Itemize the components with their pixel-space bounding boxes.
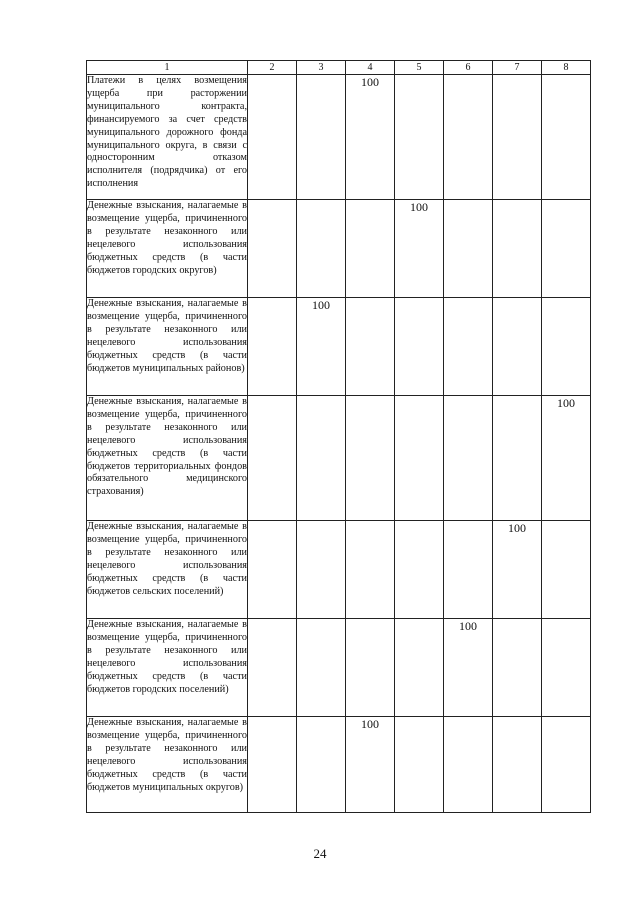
row-value-col-2 bbox=[248, 619, 297, 717]
row-value-col-4: 100 bbox=[346, 717, 395, 813]
row-value-col-3 bbox=[297, 200, 346, 298]
column-header-4: 4 bbox=[346, 61, 395, 75]
row-value-col-8 bbox=[542, 75, 591, 200]
row-value-col-6 bbox=[444, 396, 493, 521]
table-row bbox=[87, 396, 591, 521]
row-value-col-3 bbox=[297, 521, 346, 619]
row-description: Платежи в целях возмещения ущерба при расторжении муниципального контракта, финансируемого за счет средств муниципального дорожного фонда муниципального округа, в связи с односторонним отказом исполнителя (подрядчика) от его исполнения bbox=[87, 75, 248, 200]
table-row bbox=[87, 521, 591, 619]
distribution-table bbox=[86, 60, 591, 813]
row-value-col-8 bbox=[542, 521, 591, 619]
table-row bbox=[87, 75, 591, 200]
row-value-col-8 bbox=[542, 200, 591, 298]
row-value-col-3 bbox=[297, 619, 346, 717]
row-value-col-5 bbox=[395, 521, 444, 619]
column-header-7: 7 bbox=[493, 61, 542, 75]
row-value-col-7 bbox=[493, 298, 542, 396]
row-value-col-6 bbox=[444, 200, 493, 298]
page-number: 24 bbox=[313, 846, 327, 861]
row-value-col-8 bbox=[542, 717, 591, 813]
row-value-col-5 bbox=[395, 75, 444, 200]
row-value-col-4 bbox=[346, 298, 395, 396]
row-value-col-7 bbox=[493, 75, 542, 200]
column-header-8: 8 bbox=[542, 61, 591, 75]
row-value-col-2 bbox=[248, 521, 297, 619]
row-description: Денежные взыскания, налагаемые в возмещение ущерба, причиненного в результате незаконного или нецелевого использования бюджетных средств (в части бюджетов муниципальных округов) bbox=[87, 717, 248, 813]
row-value-col-7 bbox=[493, 619, 542, 717]
row-description: Денежные взыскания, налагаемые в возмещение ущерба, причиненного в результате незаконного или нецелевого использования бюджетных средств (в части бюджетов городских поселений) bbox=[87, 619, 248, 717]
row-value-col-4 bbox=[346, 521, 395, 619]
row-description: Денежные взыскания, налагаемые в возмещение ущерба, причиненного в результате незаконного или нецелевого использования бюджетных средств (в части бюджетов сельских поселений) bbox=[87, 521, 248, 619]
table-row bbox=[87, 200, 591, 298]
row-value-col-8 bbox=[542, 619, 591, 717]
column-header-5: 5 bbox=[395, 61, 444, 75]
column-header-6: 6 bbox=[444, 61, 493, 75]
row-value-col-3 bbox=[297, 396, 346, 521]
column-header-3: 3 bbox=[297, 61, 346, 75]
row-value-col-6 bbox=[444, 298, 493, 396]
row-value-col-2 bbox=[248, 396, 297, 521]
table-row bbox=[87, 619, 591, 717]
table-row bbox=[87, 717, 591, 813]
row-value-col-5 bbox=[395, 298, 444, 396]
table-row bbox=[87, 298, 591, 396]
row-value-col-7 bbox=[493, 717, 542, 813]
row-value-col-6 bbox=[444, 75, 493, 200]
column-header-1: 1 bbox=[87, 61, 248, 75]
row-value-col-6: 100 bbox=[444, 619, 493, 717]
row-value-col-2 bbox=[248, 298, 297, 396]
row-value-col-4 bbox=[346, 619, 395, 717]
row-value-col-4: 100 bbox=[346, 75, 395, 200]
row-value-col-2 bbox=[248, 200, 297, 298]
row-value-col-3 bbox=[297, 717, 346, 813]
column-header-2: 2 bbox=[248, 61, 297, 75]
row-value-col-7: 100 bbox=[493, 521, 542, 619]
row-description: Денежные взыскания, налагаемые в возмещение ущерба, причиненного в результате незаконного или нецелевого использования бюджетных средств (в части бюджетов территориальных фондов обязательного медицинского страхования) bbox=[87, 396, 248, 521]
row-value-col-5 bbox=[395, 619, 444, 717]
row-value-col-7 bbox=[493, 200, 542, 298]
row-value-col-4 bbox=[346, 200, 395, 298]
row-value-col-5 bbox=[395, 396, 444, 521]
row-value-col-4 bbox=[346, 396, 395, 521]
row-value-col-8 bbox=[542, 298, 591, 396]
row-value-col-6 bbox=[444, 521, 493, 619]
header-row bbox=[87, 61, 591, 75]
row-description: Денежные взыскания, налагаемые в возмещение ущерба, причиненного в результате незаконного или нецелевого использования бюджетных средств (в части бюджетов муниципальных районов) bbox=[87, 298, 248, 396]
row-description: Денежные взыскания, налагаемые в возмещение ущерба, причиненного в результате незаконного или нецелевого использования бюджетных средств (в части бюджетов городских округов) bbox=[87, 200, 248, 298]
row-value-col-3: 100 bbox=[297, 298, 346, 396]
row-value-col-8: 100 bbox=[542, 396, 591, 521]
row-value-col-6 bbox=[444, 717, 493, 813]
row-value-col-2 bbox=[248, 717, 297, 813]
row-value-col-3 bbox=[297, 75, 346, 200]
row-value-col-5 bbox=[395, 717, 444, 813]
row-value-col-2 bbox=[248, 75, 297, 200]
row-value-col-7 bbox=[493, 396, 542, 521]
row-value-col-5: 100 bbox=[395, 200, 444, 298]
